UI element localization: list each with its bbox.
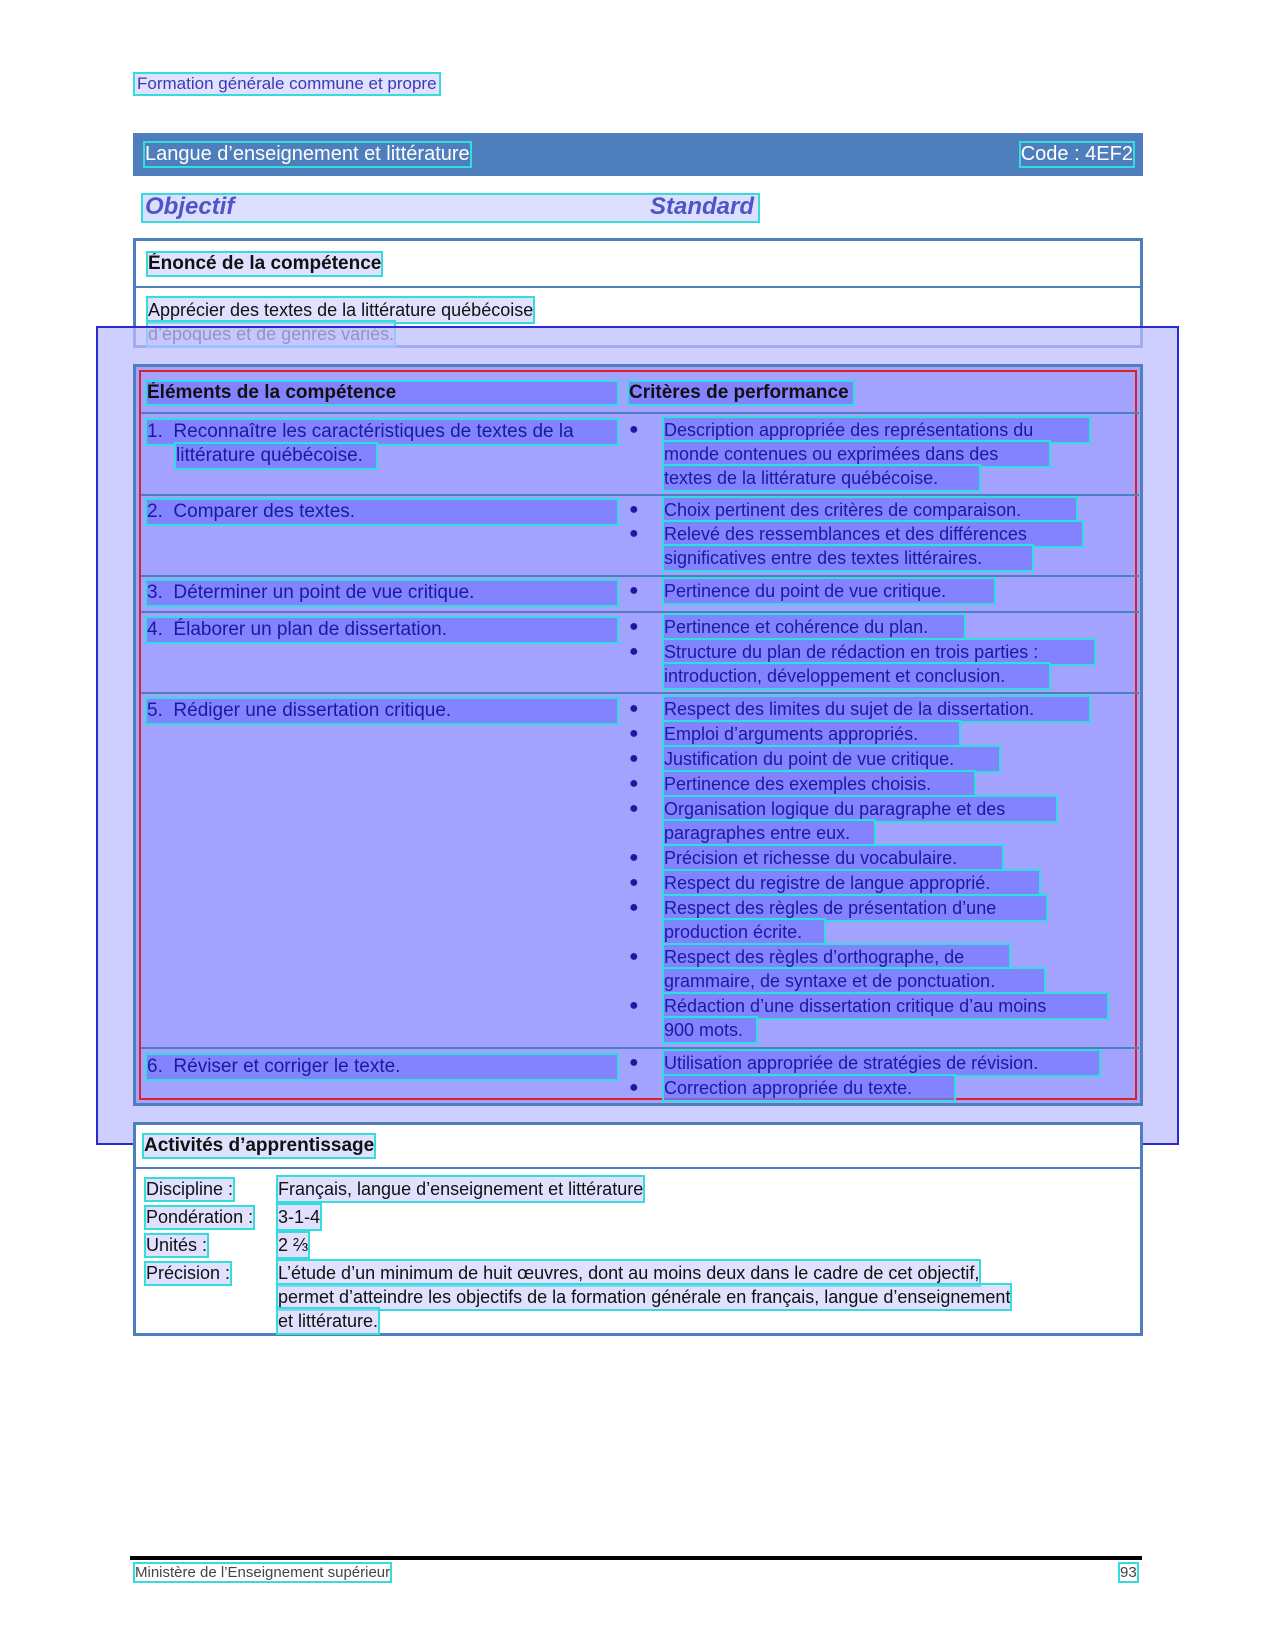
row-divider (141, 412, 1139, 414)
bullet-icon: ● (629, 997, 639, 1014)
bullet-icon: ● (629, 643, 639, 660)
course-title-bar (133, 133, 1143, 176)
criterion-text: Relevé des ressemblances et des différences (664, 522, 1082, 546)
bullet-icon: ● (629, 421, 639, 438)
criterion-text: Respect des limites du sujet de la dissertation. (664, 697, 1089, 721)
criterion-text: monde contenues ou exprimées dans des (664, 442, 1049, 466)
element-text: Réviser et corriger le texte. (173, 1056, 401, 1077)
criterion-text: grammaire, de syntaxe et de ponctuation. (664, 969, 1044, 993)
criterion-text: Précision et richesse du vocabulaire. (664, 846, 1002, 870)
bullet-icon: ● (629, 874, 639, 891)
bullet-icon: ● (629, 800, 639, 817)
element-number: 3. (147, 582, 163, 603)
element-row-1 (147, 420, 617, 444)
criterion-text: Respect des règles d’orthographe, de (664, 945, 1009, 969)
bullet-icon: ● (629, 725, 639, 742)
precision-line-1: L’étude d’un minimum de huit œuvres, dont au moins deux dans le cadre de cet objectif, (278, 1263, 980, 1283)
criterion-text: Pertinence et cohérence du plan. (664, 615, 964, 639)
bullet-icon: ● (629, 1054, 639, 1071)
element-number: 4. (147, 619, 163, 640)
element-row-2 (147, 500, 617, 524)
criterion-text: significatives entre des textes littéraires. (664, 546, 1032, 570)
criterion-text: textes de la littérature québécoise. (664, 466, 979, 490)
precision-line-2: permet d’atteindre les objectifs de la formation générale en français, langue d’enseignement (278, 1287, 1011, 1307)
bullet-icon: ● (629, 525, 639, 542)
row-divider (141, 1047, 1139, 1049)
element-text: Comparer des textes. (173, 501, 356, 522)
element-number: 2. (147, 501, 163, 522)
competence-statement-title: Énoncé de la compétence (148, 253, 382, 274)
criterion-text: Rédaction d’une dissertation critique d’au moins (664, 994, 1107, 1018)
bullet-icon: ● (629, 1079, 639, 1096)
bullet-icon: ● (629, 618, 639, 635)
divider (136, 286, 1140, 288)
row-divider (141, 611, 1139, 613)
criterion-text: Emploi d’arguments appropriés. (664, 722, 959, 746)
ponderation-value: 3-1-4 (278, 1207, 321, 1227)
learning-activities-title: Activités d’apprentissage (144, 1135, 375, 1156)
ponderation-label: Pondération : (146, 1207, 254, 1227)
unites-value: 2 ⅔ (278, 1235, 309, 1255)
element-text: Élaborer un plan de dissertation. (173, 619, 447, 640)
bullet-icon: ● (629, 700, 639, 717)
criterion-text: Organisation logique du paragraphe et des (664, 797, 1056, 821)
bullet-icon: ● (629, 750, 639, 767)
column-header-elements: Éléments de la compétence (147, 382, 617, 404)
performance-table (133, 364, 1143, 1106)
bullet-icon: ● (629, 501, 639, 518)
footer-rule (130, 1556, 1142, 1560)
learning-activities-box (133, 1122, 1143, 1336)
criterion-text: Structure du plan de rédaction en trois parties : (664, 640, 1094, 664)
element-row-6 (147, 1055, 617, 1079)
criterion-text: Justification du point de vue critique. (664, 747, 999, 771)
criterion-text: paragraphes entre eux. (664, 821, 874, 845)
bullet-icon: ● (629, 899, 639, 916)
bullet-icon: ● (629, 948, 639, 965)
criterion-text: Respect du registre de langue approprié. (664, 871, 1039, 895)
objective-label: Objectif (145, 193, 235, 220)
criterion-text: Description appropriée des représentations du (664, 418, 1089, 442)
discipline-value: Français, langue d’enseignement et littérature (278, 1179, 644, 1199)
element-row-4 (147, 618, 617, 642)
row-divider (141, 494, 1139, 496)
unites-label: Unités : (146, 1235, 208, 1255)
criterion-text: Respect des règles de présentation d’une (664, 896, 1046, 920)
element-row-5 (147, 699, 617, 723)
footer-page-number: 93 (1120, 1564, 1137, 1581)
criterion-text: Correction appropriée du texte. (664, 1076, 954, 1100)
element-number: 5. (147, 700, 163, 721)
performance-table-frame (139, 370, 1137, 1100)
discipline-label: Discipline : (146, 1179, 234, 1199)
standard-label: Standard (650, 193, 755, 220)
column-header-criteria: Critères de performance (629, 382, 853, 404)
page-section-header: Formation générale commune et propre (137, 74, 437, 93)
criterion-text: introduction, développement et conclusion. (664, 664, 1049, 688)
criterion-text: 900 mots. (664, 1018, 756, 1042)
row-divider (141, 575, 1139, 577)
bullet-icon: ● (629, 849, 639, 866)
divider (136, 1167, 1140, 1169)
bullet-icon: ● (629, 775, 639, 792)
course-name: Langue d’enseignement et littérature (145, 143, 470, 165)
footer-ministry: Ministère de l’Enseignement supérieur (135, 1564, 391, 1581)
row-divider (141, 692, 1139, 694)
criterion-text: Pertinence des exemples choisis. (664, 772, 974, 796)
element-text: Reconnaître les caractéristiques de textes de la (173, 421, 574, 442)
element-text: littérature québécoise. (176, 444, 376, 468)
criterion-text: Pertinence du point de vue critique. (664, 579, 994, 603)
element-text: Déterminer un point de vue critique. (173, 582, 475, 603)
bullet-icon: ● (629, 582, 639, 599)
element-row-3 (147, 581, 617, 605)
competence-statement-line: Apprécier des textes de la littérature québécoise (148, 300, 534, 320)
precision-line-3: et littérature. (278, 1311, 379, 1331)
criterion-text: Choix pertinent des critères de comparaison. (664, 498, 1076, 522)
precision-label: Précision : (146, 1263, 231, 1283)
criterion-text: Utilisation appropriée de stratégies de révision. (664, 1051, 1099, 1075)
course-code: Code : 4EF2 (1020, 143, 1133, 165)
element-text: Rédiger une dissertation critique. (173, 700, 452, 721)
element-number: 1. (147, 421, 163, 442)
criterion-text: production écrite. (664, 920, 824, 944)
element-number: 6. (147, 1056, 163, 1077)
